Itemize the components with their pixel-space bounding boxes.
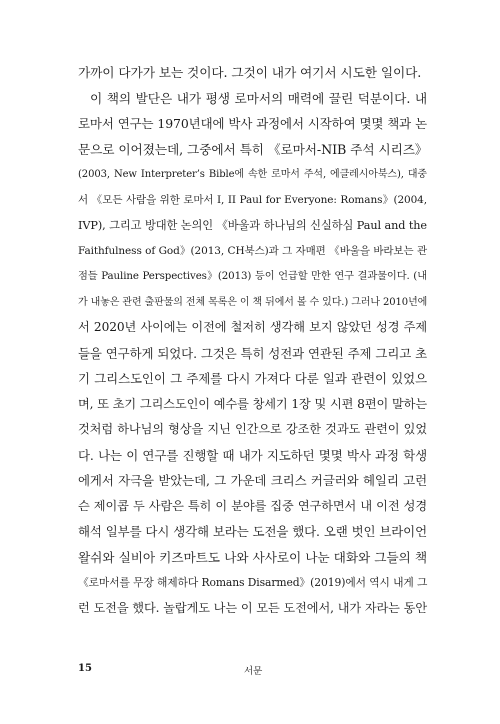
text-line: 《로마서를 무장 해제하다 Romans Disarmed》(2019)에서 역시 내게 그 (78, 576, 428, 589)
text-line: 것처럼 하나님의 형상을 지닌 인간으로 강조한 것과도 관련이 있었 (78, 422, 427, 436)
text-line: 들을 연구하게 되었다. 그것은 특히 성전과 연관된 주제 그리고 초 (78, 345, 427, 361)
text-line: 기 그리스도인이 그 주제를 다시 가져다 다룬 일과 관련이 있었으 (78, 371, 427, 386)
body-text (78, 60, 427, 621)
text-line: 서 《모든 사람을 위한 로마서 I, II Paul for Everyone: Romans》(2004, (78, 193, 427, 206)
text-line: 슨 제이콥 두 사람은 특히 이 분야를 집중 연구하면서 내 이전 성경 (78, 498, 427, 513)
text-line: 문으로 이어졌는데, 그중에서 특히 《로마서-NIB 주석 시리즈》 (78, 141, 428, 157)
text-line: 가 내놓은 관련 출판물의 전체 목록은 이 책 뒤에서 볼 수 있다.) 그러나 2010년에 (78, 296, 428, 308)
page-number: 15 (78, 663, 92, 674)
text-line: 서 2020년 사이에는 이전에 철저히 생각해 보지 않았던 성경 주제 (78, 320, 427, 334)
text-line: 다. 나는 이 연구를 진행할 때 내가 지도하던 몇몇 박사 과정 학생 (78, 447, 427, 463)
text-line: 런 도전을 했다. 놀랍게도 나는 이 모든 도전에서, 내가 자라는 동안 (78, 600, 427, 615)
text-line: 며, 또 초기 그리스도인이 예수를 창세기 1장 및 시편 8편이 말하는 (78, 396, 427, 411)
text-line: Faithfulness of God》(2013, CH북스)과 그 자매편 《바울을 바라보는 관 (78, 244, 427, 257)
text-line: 왈쉬와 실비아 키즈마트도 나와 사사로이 나눈 대화와 그들의 책 (78, 549, 427, 565)
text-line: 점들 Pauline Perspectives》(2013) 등이 언급할 만한 연구 결과물이다. (내 (78, 270, 427, 282)
text-line: 이 책의 발단은 내가 평생 로마서의 매력에 끌린 덕분이다. 내 (90, 90, 427, 106)
text-line: 해석 일부를 다시 생각해 보라는 도전을 했다. 오랜 벗인 브라이언 (78, 524, 427, 539)
text-line: IVP), 그리고 방대한 논의인 《바울과 하나님의 신실하심 Paul and the (78, 219, 427, 232)
text-line: 에게서 자극을 받았는데, 그 가운데 크리스 커글러와 헤일리 고런 (78, 473, 427, 488)
text-line: 가까이 다가가 보는 것이다. 그것이 내가 여기서 시도한 일이다. (78, 65, 422, 80)
text-line: (2003, New Interpreter’s Bible에 속한 로마서 주석, 에클레시아북스), 대중 (78, 169, 427, 180)
text-line: 로마서 연구는 1970년대에 박사 과정에서 시작하여 몇몇 책과 논 (78, 116, 427, 131)
running-title: 서문 (244, 666, 263, 677)
